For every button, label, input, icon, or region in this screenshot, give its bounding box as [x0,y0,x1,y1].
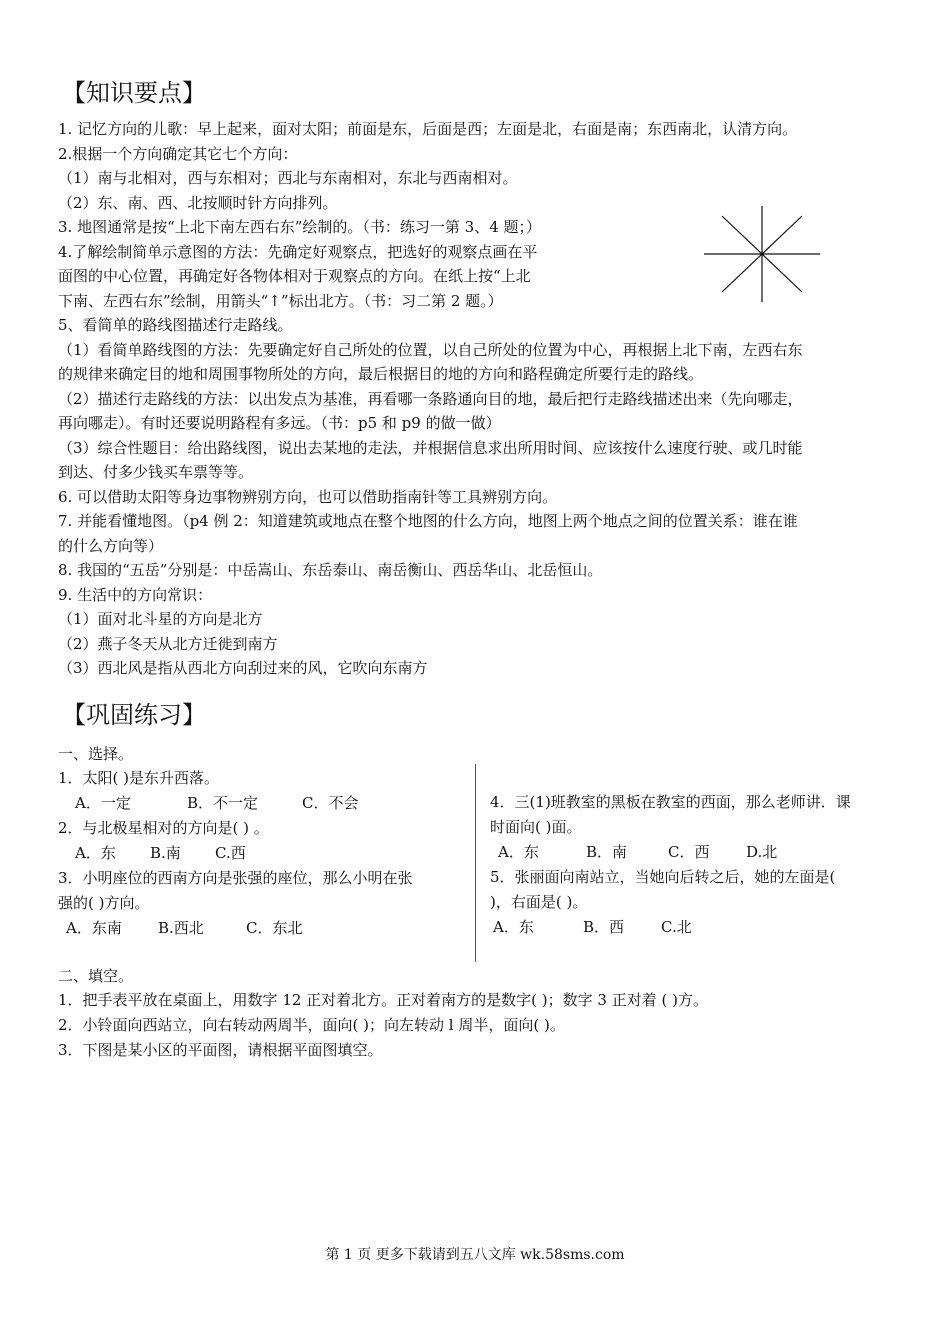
option-a: A．东南 [66,919,122,937]
fill-title: 二、填空。 [58,967,134,985]
question-5-line-1: 5．张丽面向南站立，当她向后转之后，她的左面是( [490,868,836,886]
question-4-options [490,840,900,865]
knowledge-points [58,117,803,681]
text-line: 面图的中心位置，再确定好各物体相对于观察点的方向。在纸上按“上北 [58,267,531,285]
question-4-line-1: 4．三(1)班教室的黑板在教室的西面，那么老师讲．课 [490,793,851,811]
option-b: B．西 [583,918,625,936]
option-b: B.西北 [158,919,204,937]
option-b: B.南 [150,844,181,862]
option-a: A．东 [498,843,539,861]
text-line: 9. 生活中的方向常识： [58,585,213,604]
option-c: C．西 [668,843,710,861]
text-line: （1）南与北相对，西与东相对；西北与东南相对，东北与西南相对。 [58,169,518,187]
option-b: B．南 [586,843,628,861]
text-line: 下南、左西右东”绘制，用箭头“↑”标出北方。（书：习二第 2 题。） [58,291,503,310]
text-line: 到达、付多少钱买车票等等。 [58,463,254,481]
option-a: A．东 [493,918,534,936]
text-line: （1）面对北斗星的方向是北方 [58,610,263,628]
question-1: 1．太阳( )是东升西落。 [58,769,220,787]
choice-right-column [490,790,900,940]
option-a: A．东 [75,844,116,862]
text-line: （2）燕子冬天从北方迁徙到南方 [58,634,278,653]
choice-left-column [58,766,463,941]
text-line: （3）综合性题目：给出路线图，说出去某地的走法，并根据信息求出所用时间、应该按什么速度行驶、或几时能 [58,438,803,457]
question-2-options [58,841,463,866]
text-line: 2.根据一个方向确定其它七个方向： [58,144,298,163]
text-line: 7. 并能看懂地图。（p4 例 2：知道建筑或地点在整个地图的什么方向，地图上两个地点之间的位置关系：谁在谁 [58,512,798,530]
option-a: A．一定 [75,794,131,812]
question-5-options [490,915,900,940]
option-c: C．东北 [246,919,303,937]
section-title-knowledge: 【知识要点】 [62,79,206,107]
text-line: 3. 地图通常是按“上北下南左西右东”绘制的。（书：练习一第 3、4 题；） [58,218,542,236]
option-c: C．不会 [302,794,359,812]
question-3-options [58,916,463,941]
text-line: 的规律来确定目的地和周围事物所处的方向，最后根据目的地的方向和路程确定所要行走的路线。 [58,365,704,383]
text-line: 的什么方向等） [58,536,164,555]
text-line: 5、看简单的路线图描述行走路线。 [58,316,293,334]
option-c: C.北 [661,918,692,936]
fill-question-3: 3．下图是某小区的平面图，请根据平面图填空。 [58,1041,383,1059]
section-title-practice: 【巩固练习】 [62,701,206,729]
text-line: 4.了解绘制简单示意图的方法：先确定好观察点，把选好的观察点画在平 [58,242,538,261]
fill-question-1: 1．把手表平放在桌面上，用数字 12 正对着北方。正对着南方的是数字( )；数字 3 正对着 ( )方。 [58,991,708,1009]
question-1-options [58,791,463,816]
fill-questions [58,988,708,1063]
question-4-line-2: 时面向( )面。 [490,818,582,836]
fill-question-2: 2．小铃面向西站立，向右转动两周半，面向( )；向左转动 l 周半，面向( )。 [58,1016,565,1034]
text-line: 1. 记忆方向的儿歌：早上起来，面对太阳；前面是东，后面是西；左面是北，右面是南；东西南北，认清方向。 [58,120,798,138]
compass-star-diagram [700,202,824,306]
column-divider [475,764,476,962]
text-line: 再向哪走）。有时还要说明路程有多远。（书：p5 和 p9 的做一做） [58,414,501,432]
option-c: C.西 [215,844,246,862]
text-line: （2）描述行走路线的方法：以出发点为基准，再看哪一条路通向目的地，最后把行走路线描述出来（先向哪走， [58,389,803,408]
question-5-line-2: )，右面是( )。 [490,893,588,911]
question-3-line-1: 3．小明座位的西南方向是张强的座位，那么小明在张 [58,869,413,887]
text-line: （1）看简单路线图的方法：先要确定好自己所处的位置，以自己所处的位置为中心，再根据上北下南，左西右东 [58,340,803,359]
text-line: 6. 可以借助太阳等身边事物辨别方向，也可以借助指南针等工具辨别方向。 [58,487,558,506]
text-line: （2）东、南、西、北按顺时针方向排列。 [58,193,338,212]
question-2: 2．与北极星相对的方向是( ) 。 [58,819,269,837]
question-3-line-2: 强的( )方向。 [58,894,150,912]
choice-title: 一、选择。 [58,745,134,763]
option-d: D.北 [746,843,778,861]
option-b: B．不一定 [187,794,259,812]
text-line: （3）西北风是指从西北方向刮过来的风，它吹向东南方 [58,659,428,677]
page-footer: 第 1 页 更多下载请到五八文库 wk.58sms.com [325,1247,625,1263]
text-line: 8. 我国的“五岳”分别是：中岳嵩山、东岳泰山、南岳衡山、西岳华山、北岳恒山。 [58,561,603,579]
